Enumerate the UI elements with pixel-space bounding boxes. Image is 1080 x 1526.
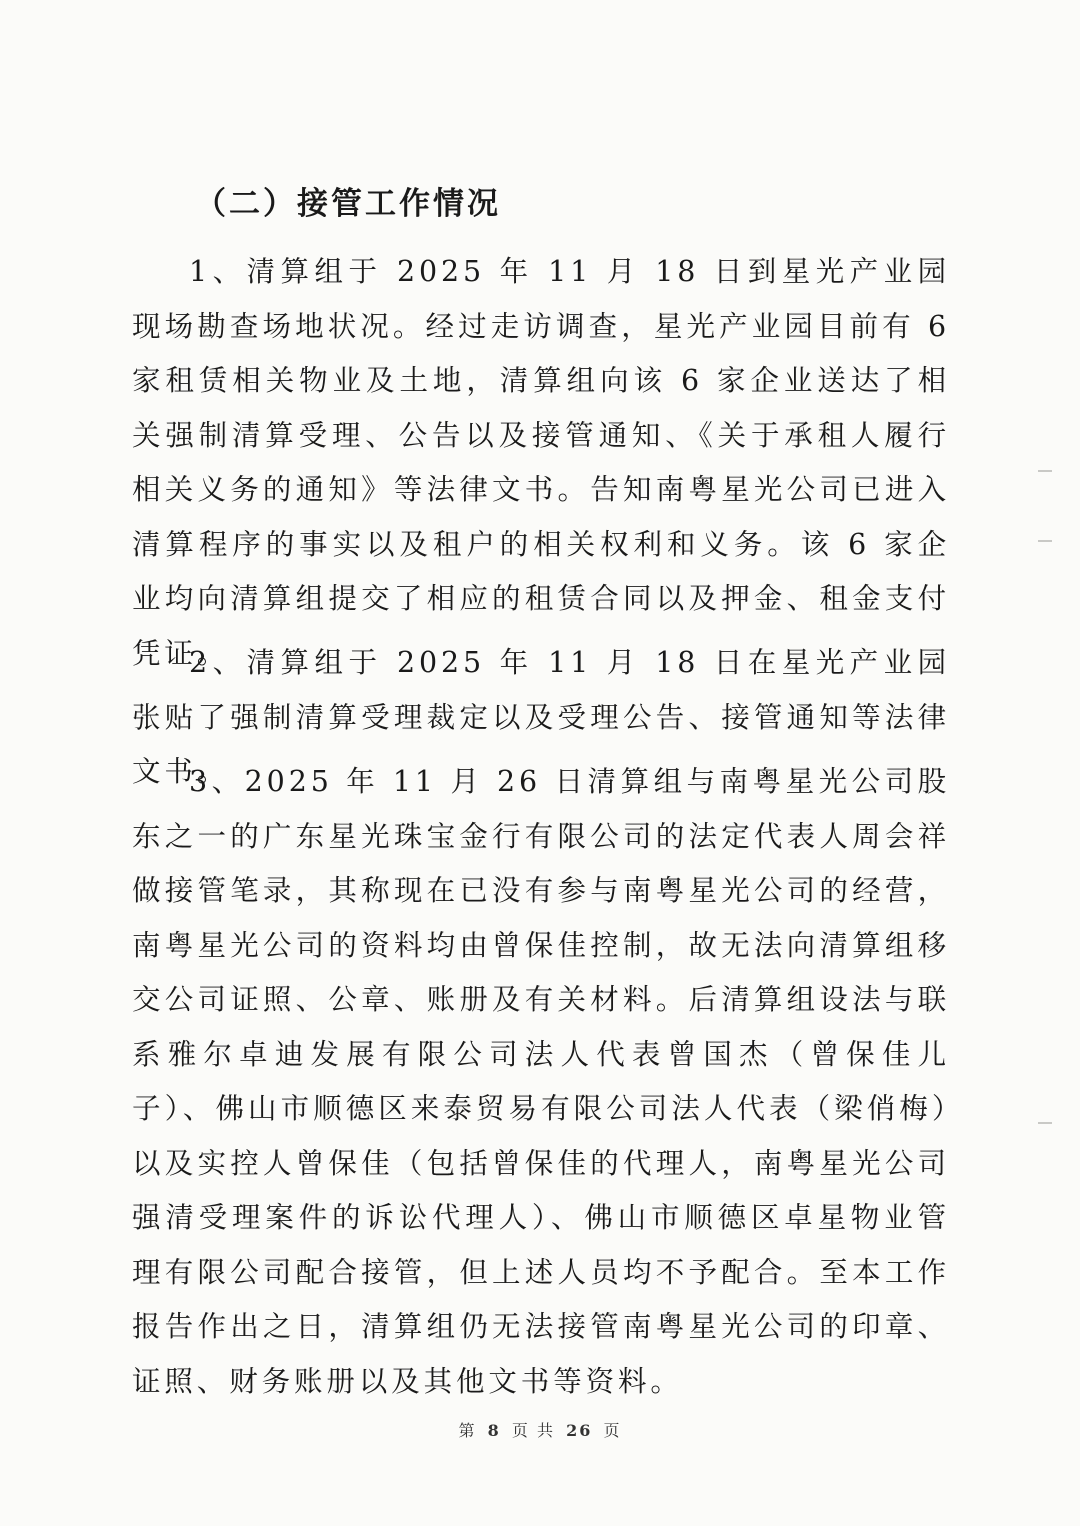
footer-prefix: 第 <box>458 1421 477 1440</box>
paragraph-1: 1、清算组于 2025 年 11 月 18 日到星光产业园现场勘查场地状况。经过走访调查，星光产业园目前有 6 家租赁相关物业及土地，清算组向该 6 家企业送达了相关强制清算受理、公告以及接管通知、《关于承租人履行相关义务的通知》等法律文书。告知南粤星光公司已进入清算程序的事实以及租户的相关权利和义务。该 6 家企业均向清算组提交了相应的租赁合同以及押金、租金支付凭证。 <box>132 255 950 670</box>
footer-suffix: 页 <box>603 1421 622 1440</box>
section-heading: （二）接管工作情况 <box>195 186 501 222</box>
footer-page-number: 8 <box>487 1421 501 1440</box>
page-footer <box>0 1419 1080 1443</box>
footer-total-pages: 26 <box>566 1421 593 1440</box>
scan-mark <box>1038 470 1052 472</box>
scan-mark <box>1038 540 1052 542</box>
paragraph-3: 3、2025 年 11 月 26 日清算组与南粤星光公司股东之一的广东星光珠宝金行有限公司的法定代表人周会祥做接管笔录，其称现在已没有参与南粤星光公司的经营，南粤星光公司的资料均由曾保佳控制，故无法向清算组移交公司证照、公章、账册及有关材料。后清算组设法与联系雅尔卓迪发展有限公司法人代表曾国杰（曾保佳儿子）、佛山市顺德区来泰贸易有限公司法人代表（梁俏梅）以及实控人曾保佳（包括曾保佳的代理人，南粤星光公司强清受理案件的诉讼代理人）、佛山市顺德区卓星物业管理有限公司配合接管，但上述人员均不予配合。至本工作报告作出之日，清算组仍无法接管南粤星光公司的印章、证照、财务账册以及其他文书等资料。 <box>132 765 950 1398</box>
scan-mark <box>1038 1122 1052 1124</box>
paragraph-2: 2、清算组于 2025 年 11 月 18 日在星光产业园张贴了强制清算受理裁定以及受理公告、接管通知等法律文书。 <box>132 646 950 788</box>
footer-middle: 页 共 <box>511 1421 555 1440</box>
